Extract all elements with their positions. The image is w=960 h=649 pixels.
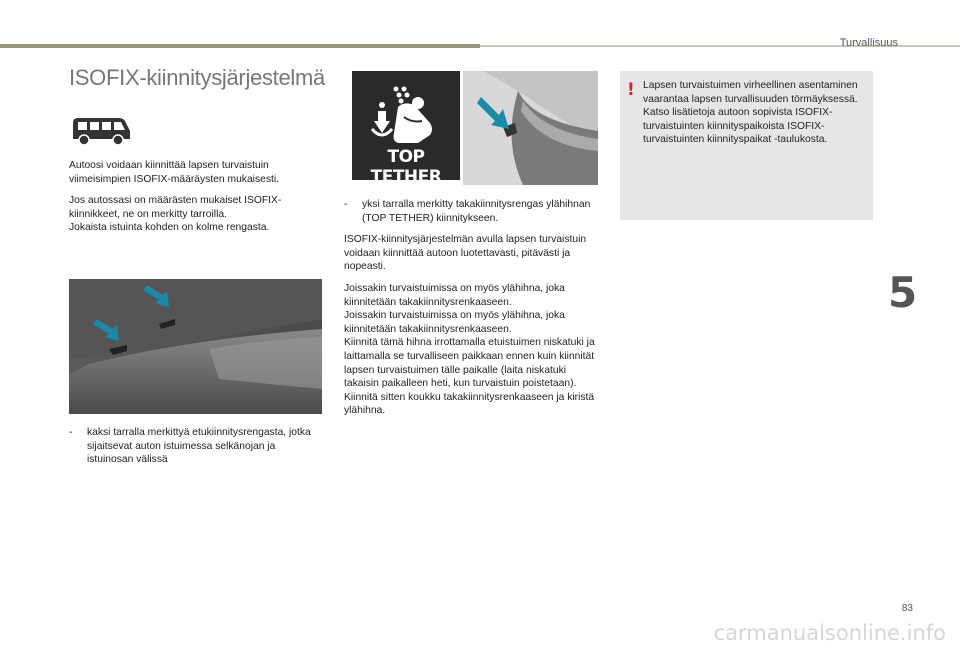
bullet-dash: - xyxy=(69,427,73,438)
warning-box xyxy=(620,71,873,220)
watermark: carmanualsonline.info xyxy=(713,621,946,645)
page-number: 83 xyxy=(901,603,913,614)
van-icon xyxy=(69,109,133,149)
instr-line-2: Joissakin turvaistuimissa on myös ylähihna, joka kiinnitetään takakiinnitysrenkaaseen. xyxy=(344,310,565,335)
front-rings-text xyxy=(69,426,319,467)
page-heading: ISOFIX-kiinnitysjärjestelmä xyxy=(69,65,325,90)
front-rings-desc: kaksi tarralla merkittyä etukiinnitysrengasta, jotka sijaitsevat auton istuimessa selkänojan ja istuinosan välissä xyxy=(87,427,311,466)
section-title: Turvallisuus xyxy=(839,37,898,49)
seat-anchor-photo xyxy=(69,279,322,414)
top-tether-pictogram xyxy=(352,71,460,187)
rings-paragraph xyxy=(69,194,319,235)
top-tether-label: TOP TETHER xyxy=(370,147,442,187)
bullet-dash: - xyxy=(344,199,348,210)
header-rule xyxy=(0,44,480,48)
rear-ring-item xyxy=(344,198,599,225)
intro-text xyxy=(69,159,319,243)
intro-paragraph: Autoosi voidaan kiinnittää lapsen turvaistuin viimeisimpien ISOFIX-määräysten mukaisesti. xyxy=(69,160,280,185)
rear-anchor-photo xyxy=(463,71,598,185)
rings-line-2: Jokaista istuinta kohden on kolme rengasta. xyxy=(69,222,270,234)
warning-line-1: Lapsen turvaistuimen virheellinen asentaminen vaarantaa lapsen turvallisuuden törmäyksessä. xyxy=(643,80,858,105)
top-tether-text xyxy=(344,198,599,426)
rings-line-1: Jos autossasi on määrästen mukaiset ISOFIX-kiinnikkeet, ne on merkitty tarroilla. xyxy=(69,195,282,220)
instr-line-1: Joissakin turvaistuimissa on myös ylähihna, joka kiinnitetään takakiinnitysrenkaaseen. xyxy=(344,282,565,308)
isofix-benefit-paragraph: ISOFIX-kiinnitysjärjestelmän avulla lapsen turvaistuin voidaan kiinnittää autoon luotettavasti, pitävästi ja nopeasti. xyxy=(344,234,587,273)
warning-exclamation-icon: ! xyxy=(627,80,635,100)
chapter-number: 5 xyxy=(888,268,918,317)
instr-line-3: Kiinnitä tämä hihna irrottamalla etuistuimen niskatuki ja laittamalla se turvalliseen paikkaan ennen kuin kiinnität lapsen turvaistuimen tälle paikalle (laita niskatuki takaisin paikalleen heti, kun turvaistuin poistetaan). Kiinnitä sitten koukku takakiinnitysrenkaaseen ja kiristä ylähihna. xyxy=(344,337,595,417)
front-rings-item xyxy=(69,426,319,467)
top-tether-instructions xyxy=(344,282,599,418)
warning-line-2: Katso lisätietoja autoon sopivista ISOFIX-turvaistuinten kiinnityspaikoista ISOFIX-turvaistuinten kiinnityspaikat -taulukosta. xyxy=(643,107,833,146)
rear-ring-desc: yksi tarralla merkitty takakiinnitysrengas ylähihnan (TOP TETHER) kiinnitykseen. xyxy=(362,199,591,224)
